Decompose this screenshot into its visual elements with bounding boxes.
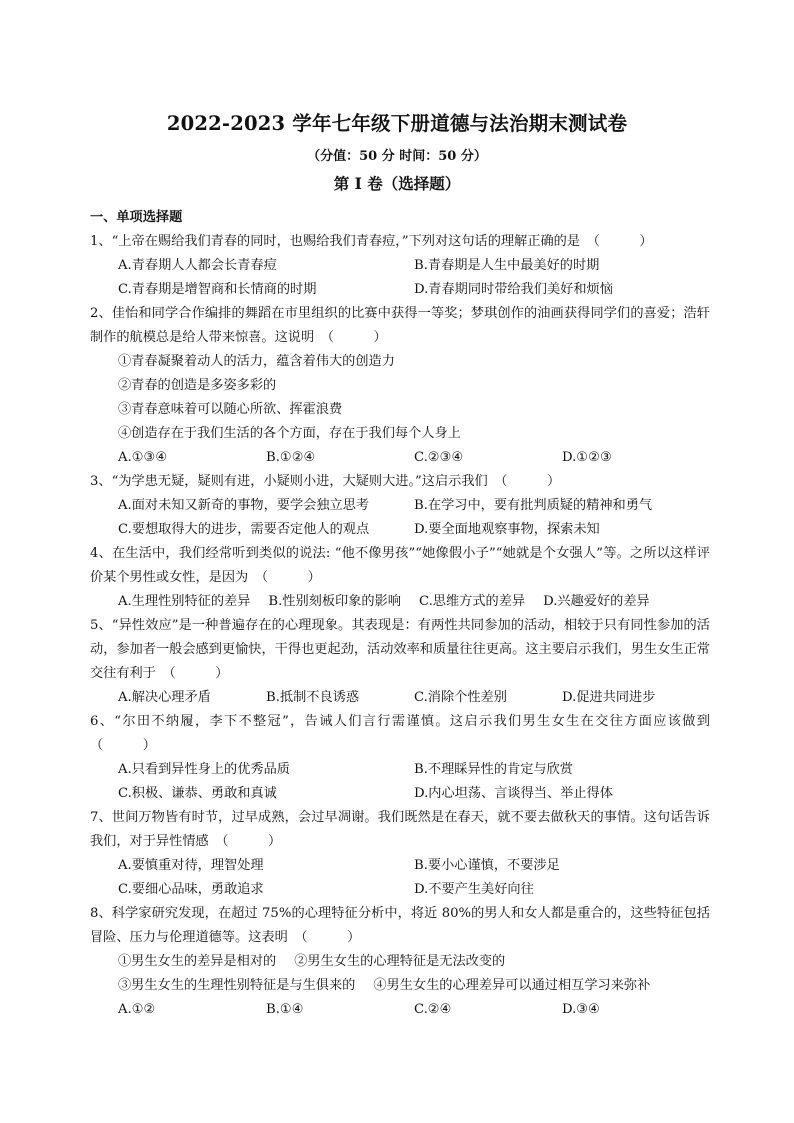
option-b: B.抵制不良诱惑	[266, 690, 360, 705]
question-7-options	[90, 854, 710, 878]
statement-3: ③青春意味着可以随心所欲、挥霍浪费	[118, 402, 343, 417]
question-8-stem: 8、科学家研究发现，在超过 75%的心理特征分析中，将近 80%的男人和女人都是重合的，这些特征包括冒险、压力与伦理道德等。这表明 （ ）	[90, 906, 710, 945]
option-c: C.积极、谦恭、勇敢和真诚	[118, 786, 277, 801]
statement-1: ①青春凝聚着动人的活力，蕴含着伟大的创造力	[118, 354, 395, 369]
question-5-stem: 5、“异性效应”是一种普遍存在的心理现象。其表现是：有两性共同参加的活动，相较于只有同性参加的活动，参加者一般会感到更愉快，干得也更起劲，活动效率和质量往往更高。这主要启示我们，男生女生正常交往有利于 （ ）	[90, 618, 710, 681]
option-c: C.要细心品味，勇敢追求	[118, 882, 264, 897]
option-c: C.青春期是增智商和长情商的时期	[118, 282, 317, 297]
option-c: C.②③④	[414, 450, 464, 465]
option-b: B.①②④	[266, 450, 316, 465]
question-8-statements-row1	[90, 950, 710, 974]
question-4-stem: 4、在生活中，我们经常听到类似的说法: “他不像男孩”“她像假小子”“她就是个女强人”等。之所以这样评价某个男性或女性，是因为 （ ）	[90, 546, 710, 585]
option-d: D.促进共同进步	[562, 690, 656, 705]
option-d: D.③④	[562, 1002, 600, 1017]
question-7-stem: 7、世间万物皆有时节，过早成熟，会过早凋谢。我们既然是在春天，就不要去做秋天的事情。这句话告诉我们，对于异性情感 （ ）	[90, 810, 710, 849]
option-d: D.①②③	[562, 450, 612, 465]
question-2-stem: 2、佳怡和同学合作编排的舞蹈在市里组织的比赛中获得一等奖；梦琪创作的油画获得同学们的喜爱；浩轩制作的航模总是给人带来惊喜。这说明 （ ）	[90, 306, 710, 345]
question-3-options-row2	[90, 518, 710, 542]
question-7-options-row2	[90, 878, 710, 902]
statement-1: ①男生女生的差异是相对的	[118, 954, 277, 969]
question-6-stem: 6、“尔田不纳履，李下不整冠”，告诫人们言行需谨慎。这启示我们男生女生在交往方面应该做到 （ ）	[90, 714, 724, 753]
exam-title: 2022-2023 学年七年级下册道德与法治期末测试卷	[166, 112, 628, 135]
option-a: A.只看到异性身上的优秀品质	[118, 762, 290, 777]
question-5-options	[90, 686, 710, 710]
statement-2: ②青春的创造是多姿多彩的	[118, 378, 277, 393]
question-3-options	[90, 494, 710, 518]
option-a: A.①③④	[118, 450, 168, 465]
question-4-options	[90, 590, 710, 614]
statement-4: ④创造存在于我们生活的各个方面，存在于我们每个人身上	[118, 426, 461, 441]
question-1-options-row2	[90, 278, 710, 302]
question-6-options	[90, 758, 710, 782]
question-8-options	[90, 998, 710, 1022]
option-b: B.要小心谨慎，不要涉足	[414, 858, 560, 873]
option-a: A.要慎重对待，理智处理	[118, 858, 264, 873]
volume-heading: 第 Ⅰ 卷（选择题）	[333, 174, 461, 193]
statement-2: ②男生女生的心理特征是无法改变的	[294, 954, 506, 969]
question-8-statements-row2	[90, 974, 710, 998]
option-c: C.思维方式的差异	[418, 594, 526, 609]
option-d: D.要全面地观察事物，探索未知	[414, 522, 600, 537]
question-3-stem: 3、“为学患无疑，疑则有进，小疑则小进，大疑则大进。”这启示我们 （ ）	[90, 474, 561, 489]
option-a: A.解决心理矛盾	[118, 690, 211, 705]
option-a: A.面对未知又新奇的事物，要学会独立思考	[118, 498, 370, 513]
question-content	[90, 206, 724, 1022]
option-b: B.①④	[266, 1002, 304, 1017]
option-c: C.②④	[414, 1002, 452, 1017]
option-d: D.不要产生美好向往	[414, 882, 534, 897]
option-b: B.青春期是人生中最美好的时期	[414, 258, 600, 273]
option-d: D.兴趣爱好的差异	[543, 594, 650, 609]
question-2-options	[90, 446, 710, 470]
question-6-options-row2	[90, 782, 710, 806]
option-b: B.不理睬异性的肯定与欣赏	[414, 762, 573, 777]
option-d: D.内心坦荡、言谈得当、举止得体	[414, 786, 613, 801]
option-b: B.性别刻板印象的影响	[268, 594, 401, 609]
statement-4: ④男生女生的心理差异可以通过相互学习来弥补	[373, 978, 651, 993]
option-a: A.青春期人人都会长青春痘	[118, 258, 277, 273]
section-heading: 一、单项选择题	[90, 210, 183, 225]
question-1-options	[90, 254, 710, 278]
option-b: B.在学习中，要有批判质疑的精神和勇气	[414, 498, 653, 513]
exam-subtitle: （分值：50 分 时间：50 分）	[307, 149, 487, 164]
option-c: C.要想取得大的进步，需要否定他人的观点	[118, 522, 370, 537]
option-d: D.青春期同时带给我们美好和烦恼	[414, 282, 613, 297]
option-a: A.生理性别特征的差异	[118, 594, 251, 609]
statement-3: ③男生女生的生理性别特征是与生俱来的	[118, 978, 356, 993]
option-a: A.①②	[118, 1002, 156, 1017]
question-1-stem: 1、“上帝在赐给我们青春的同时，也赐给我们青春痘，”下列对这句话的理解正确的是 （ ）	[90, 234, 653, 249]
option-c: C.消除个性差别	[414, 690, 507, 705]
